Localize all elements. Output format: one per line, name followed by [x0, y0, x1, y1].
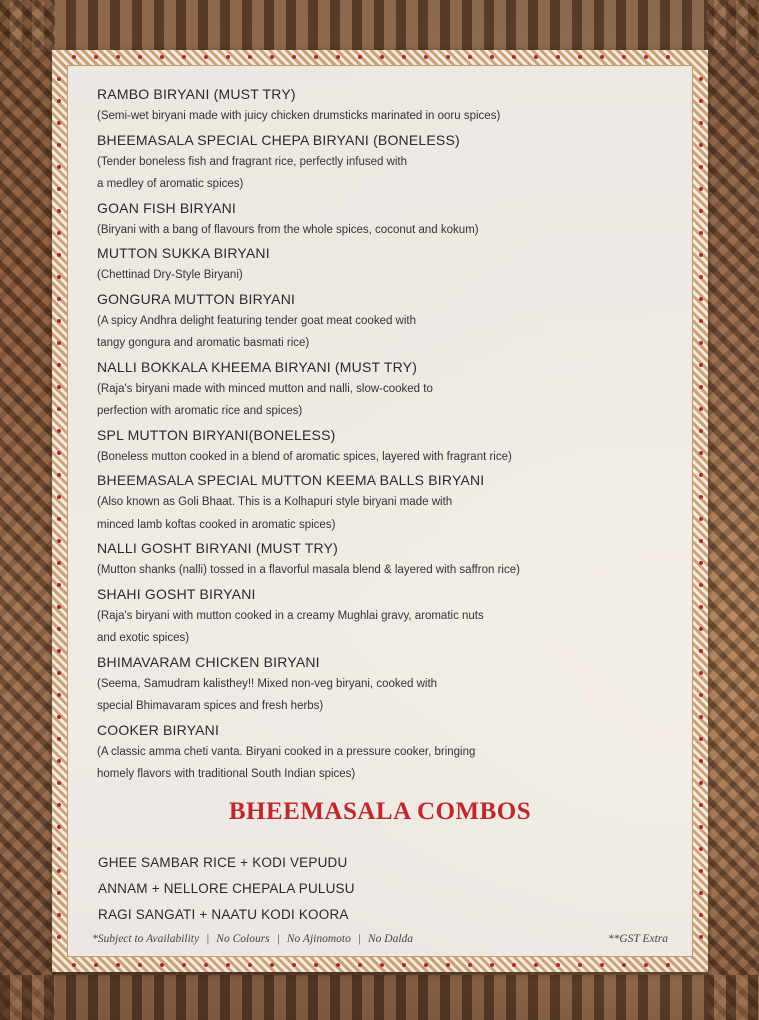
background-carving-left — [0, 0, 55, 1020]
border-dot — [699, 143, 703, 147]
border-dot — [204, 963, 208, 967]
menu-item-name: GOAN FISH BIRYANI — [97, 199, 237, 216]
border-dot — [644, 963, 648, 967]
border-dot — [57, 649, 61, 653]
border-dot — [699, 385, 703, 389]
note-separator: | — [357, 933, 362, 945]
note-no-colours: No Colours — [216, 933, 270, 945]
border-dot — [699, 451, 703, 455]
border-dot — [512, 963, 516, 967]
border-dot — [699, 539, 703, 543]
border-dot — [138, 963, 142, 967]
border-dot — [446, 55, 450, 59]
border-dot — [57, 231, 61, 235]
border-dot — [248, 55, 252, 59]
border-dot — [402, 55, 406, 59]
border-dot — [292, 963, 296, 967]
note-separator: | — [276, 933, 280, 945]
border-dot — [57, 583, 61, 587]
border-dot — [358, 963, 362, 967]
menu-item-name: BHEEMASALA SPECIAL MUTTON KEEMA BALLS BIRYANI — [97, 472, 485, 488]
background-carving-right — [707, 0, 759, 1020]
menu-item-description: (Raja's biryani made with minced mutton and nalli, slow-cooked to — [97, 382, 433, 395]
border-dot — [358, 55, 362, 59]
border-dot — [57, 275, 61, 279]
menu-item-name: RAMBO BIRYANI (MUST TRY) — [97, 86, 296, 102]
border-dot — [57, 627, 61, 631]
border-dot — [699, 781, 703, 785]
border-dot — [270, 963, 274, 967]
border-dot — [57, 99, 61, 103]
border-dot — [699, 847, 703, 851]
border-dot — [57, 165, 61, 169]
border-dot — [699, 363, 703, 367]
border-dot — [578, 963, 582, 967]
menu-item-description: (A spicy Andhra delight featuring tender goat meat cooked with — [97, 314, 417, 327]
border-dot — [57, 847, 61, 851]
border-dot — [57, 385, 61, 389]
border-dot — [292, 55, 296, 59]
border-dot — [699, 869, 703, 873]
border-dot — [57, 715, 61, 719]
border-dot — [699, 341, 703, 345]
border-dot — [644, 55, 648, 59]
border-dot — [57, 407, 61, 411]
note-availability: *Subject to Availability — [92, 933, 200, 945]
border-dot — [57, 759, 61, 763]
border-dot — [699, 759, 703, 763]
border-dot — [57, 451, 61, 455]
border-dot — [699, 99, 703, 103]
border-dot — [699, 77, 703, 81]
menu-item-description: (Chettinad Dry-Style Biryani) — [97, 269, 243, 281]
border-dot — [512, 55, 516, 59]
border-dot — [57, 473, 61, 477]
menu-item-name: SPL MUTTON BIRYANI(BONELESS) — [97, 426, 336, 443]
border-dot — [57, 77, 61, 81]
border-dot — [699, 209, 703, 213]
menu-item-name: BHIMAVARAM CHICKEN BIRYANI — [97, 653, 320, 670]
menu-item-description: (Seema, Samudram kalisthey!! Mixed non-veg biryani, cooked with — [97, 677, 438, 690]
border-dot — [57, 363, 61, 367]
biryani-list — [97, 82, 677, 786]
border-dot — [699, 715, 703, 719]
border-dot — [556, 963, 560, 967]
border-dot — [314, 55, 318, 59]
border-dot — [57, 121, 61, 125]
border-dot — [666, 55, 670, 59]
border-dot — [138, 55, 142, 59]
menu-item-description: (Boneless mutton cooked in a blend of aromatic spices, layered with fragrant rice) — [97, 450, 512, 463]
border-dot — [380, 55, 384, 59]
border-dot — [699, 473, 703, 477]
menu-item-description: (Biryani with a bang of flavours from the whole spices, coconut and kokum) — [97, 223, 479, 236]
border-dot — [314, 963, 318, 967]
menu-item-description: homely flavors with traditional South Indian spices) — [97, 768, 356, 780]
border-dot — [182, 55, 186, 59]
menu-item-description: (Mutton shanks (nalli) tossed in a flavorful masala blend & layered with saffron rice) — [97, 564, 520, 576]
border-dot — [380, 963, 384, 967]
border-dot — [336, 963, 340, 967]
border-dot — [336, 55, 340, 59]
menu-item-name: NALLI BOKKALA KHEEMA BIRYANI (MUST TRY) — [97, 358, 418, 375]
gst-note: **GST Extra — [607, 933, 668, 945]
border-dot — [226, 55, 230, 59]
menu-item-description: (Also known as Goli Bhaat. This is a Kolhapuri style biryani made with — [97, 496, 453, 508]
border-dot — [204, 55, 208, 59]
border-dot — [57, 517, 61, 521]
border-dot — [57, 935, 61, 939]
combo-item: RAGI SANGATI + NAATU KODI KOORA — [98, 907, 349, 922]
border-dot — [699, 561, 703, 565]
menu-item-name: MUTTON SUKKA BIRYANI — [97, 245, 270, 261]
border-dot — [160, 55, 164, 59]
combo-item: GHEE SAMBAR RICE + KODI VEPUDU — [98, 855, 348, 870]
menu-item-description: (Tender boneless fish and fragrant rice, perfectly infused with — [97, 155, 408, 168]
border-dot — [72, 963, 76, 967]
border-dot — [699, 429, 703, 433]
menu-item-description: a medley of aromatic spices) — [97, 178, 244, 190]
border-dot — [57, 693, 61, 697]
menu-item-description: tangy gongura and aromatic basmati rice) — [97, 337, 310, 349]
border-dot — [622, 963, 626, 967]
border-dot — [57, 539, 61, 543]
menu-item-description: perfection with aromatic rice and spices) — [97, 405, 303, 417]
border-dot — [468, 963, 472, 967]
menu-item-description: (Semi-wet biryani made with juicy chicken drumsticks marinated in ooru spices) — [97, 110, 501, 122]
border-dot — [699, 165, 703, 169]
border-dot — [699, 319, 703, 323]
border-dot — [57, 429, 61, 433]
border-dot — [57, 495, 61, 499]
menu-item-description: (Raja's biryani with mutton cooked in a creamy Mughlai gravy, aromatic nuts — [97, 609, 484, 622]
menu-item-name: NALLI GOSHT BIRYANI (MUST TRY) — [97, 540, 338, 556]
menu-card — [52, 50, 708, 972]
border-dot — [699, 913, 703, 917]
border-dot — [94, 963, 98, 967]
border-dot — [699, 891, 703, 895]
border-dot — [699, 649, 703, 653]
border-dot — [699, 297, 703, 301]
border-dot — [57, 891, 61, 895]
border-dot — [699, 275, 703, 279]
menu-item-name: COOKER BIRYANI — [97, 721, 220, 738]
border-dot — [57, 341, 61, 345]
border-dot — [699, 605, 703, 609]
border-dot — [699, 187, 703, 191]
border-dot — [666, 963, 670, 967]
border-dot — [94, 55, 98, 59]
border-dot — [57, 737, 61, 741]
menu-item-name: SHAHI GOSHT BIRYANI — [97, 585, 256, 602]
border-dot — [116, 963, 120, 967]
border-dot — [699, 407, 703, 411]
menu-item-description: (A classic amma cheti vanta. Biryani cooked in a pressure cooker, bringing — [97, 745, 476, 758]
menu-item-description: special Bhimavaram spices and fresh herbs) — [97, 700, 324, 712]
background-carving-bottom — [0, 975, 759, 1020]
border-dot — [600, 963, 604, 967]
border-dot — [699, 231, 703, 235]
border-dot — [248, 963, 252, 967]
border-dot — [182, 963, 186, 967]
combo-item: ANNAM + NELLORE CHEPALA PULUSU — [98, 881, 355, 896]
border-dot — [534, 963, 538, 967]
border-dot — [699, 583, 703, 587]
border-dot — [57, 781, 61, 785]
combos-list — [98, 850, 355, 928]
border-dot — [600, 55, 604, 59]
combos-title: BHEEMASALA COMBOS — [228, 798, 532, 825]
border-dot — [57, 869, 61, 873]
border-dot — [468, 55, 472, 59]
note-separator: | — [206, 933, 210, 945]
border-dot — [402, 963, 406, 967]
border-dot — [57, 253, 61, 257]
note-no-dalda: No Dalda — [368, 933, 414, 945]
note-no-ajinomoto: No Ajinomoto — [286, 933, 351, 945]
border-dot — [490, 963, 494, 967]
border-dot — [699, 935, 703, 939]
border-dot — [490, 55, 494, 59]
menu-item-description: minced lamb koftas cooked in aromatic spices) — [97, 518, 336, 531]
border-dot — [57, 561, 61, 565]
border-dot — [270, 55, 274, 59]
border-dot — [578, 55, 582, 59]
border-dot — [72, 55, 76, 59]
border-dot — [699, 253, 703, 257]
border-dot — [57, 143, 61, 147]
border-dot — [556, 55, 560, 59]
border-dot — [699, 671, 703, 675]
border-dot — [160, 963, 164, 967]
border-dot — [699, 121, 703, 125]
border-dot — [699, 737, 703, 741]
border-dot — [699, 517, 703, 521]
border-dot — [57, 671, 61, 675]
border-dot — [424, 963, 428, 967]
border-dot — [57, 297, 61, 301]
menu-item-description: and exotic spices) — [97, 632, 190, 644]
border-dot — [446, 963, 450, 967]
border-dot — [57, 209, 61, 213]
background-carving-top — [0, 0, 759, 50]
border-dot — [57, 605, 61, 609]
border-dot — [57, 319, 61, 323]
border-dot — [424, 55, 428, 59]
border-dot — [699, 693, 703, 697]
border-dot — [57, 187, 61, 191]
border-dot — [699, 495, 703, 499]
border-dot — [699, 627, 703, 631]
border-dot — [534, 55, 538, 59]
footnote — [92, 933, 413, 945]
menu-item-name: GONGURA MUTTON BIRYANI — [97, 290, 296, 307]
border-dot — [57, 913, 61, 917]
border-dot — [116, 55, 120, 59]
border-dot — [226, 963, 230, 967]
border-dot — [622, 55, 626, 59]
menu-item-name: BHEEMASALA SPECIAL CHEPA BIRYANI (BONELESS) — [97, 131, 460, 148]
